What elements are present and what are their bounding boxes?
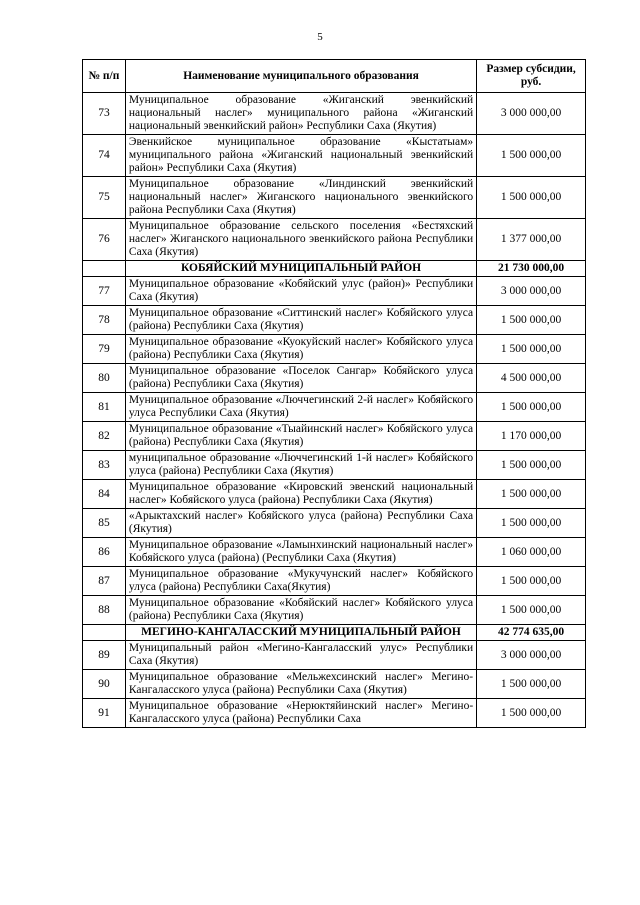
row-name: Муниципальное образование «Поселок Сангар» Кобяйского улуса (района) Республики Саха (Якутия): [125, 364, 476, 393]
table-row: [83, 335, 586, 364]
row-sum: 3 000 000,00: [477, 277, 586, 306]
table-row: [83, 509, 586, 538]
row-sum: 1 500 000,00: [477, 393, 586, 422]
row-name: КОБЯЙСКИЙ МУНИЦИПАЛЬНЫЙ РАЙОН: [125, 261, 476, 277]
row-number: 83: [83, 451, 126, 480]
row-sum: 1 500 000,00: [477, 135, 586, 177]
header-num: № п/п: [83, 60, 126, 93]
table-row: [83, 670, 586, 699]
row-number: 81: [83, 393, 126, 422]
row-number: 84: [83, 480, 126, 509]
row-name: муниципальное образование «Люччегинский 1-й наслег» Кобяйского улуса (района) Республики Саха (Якутия): [125, 451, 476, 480]
header-sum: Размер субсидии, руб.: [477, 60, 586, 93]
table-row: [83, 219, 586, 261]
row-name: «Арыктахский наслег» Кобяйского улуса (района) Республики Саха (Якутия): [125, 509, 476, 538]
row-number: 88: [83, 596, 126, 625]
table-row: [83, 567, 586, 596]
table-row: [83, 93, 586, 135]
table-header-row: [83, 60, 586, 93]
row-number: 87: [83, 567, 126, 596]
row-sum: 3 000 000,00: [477, 93, 586, 135]
table-row: [83, 538, 586, 567]
table-row: [83, 641, 586, 670]
row-number: 85: [83, 509, 126, 538]
row-sum: 1 500 000,00: [477, 670, 586, 699]
row-number: [83, 261, 126, 277]
row-name: Муниципальное образование «Ситтинский наслег» Кобяйского улуса (района) Республики Саха (Якутия): [125, 306, 476, 335]
row-name: МЕГИНО-КАНГАЛАССКИЙ МУНИЦИПАЛЬНЫЙ РАЙОН: [125, 625, 476, 641]
row-number: 80: [83, 364, 126, 393]
row-sum: 1 500 000,00: [477, 335, 586, 364]
row-sum: 1 060 000,00: [477, 538, 586, 567]
table-row: [83, 277, 586, 306]
district-row: [83, 625, 586, 641]
row-name: Муниципальное образование «Куокуйский наслег» Кобяйского улуса (района) Республики Саха (Якутия): [125, 335, 476, 364]
row-sum: 1 500 000,00: [477, 509, 586, 538]
row-name: Муниципальное образование «Мельжехсинский наслег» Мегино-Кангаласского улуса (района) Республики Саха (Якутия): [125, 670, 476, 699]
subsidy-table: [82, 59, 586, 728]
row-sum: 1 500 000,00: [477, 177, 586, 219]
table-row: [83, 596, 586, 625]
table-row: [83, 364, 586, 393]
row-number: 89: [83, 641, 126, 670]
row-number: 90: [83, 670, 126, 699]
row-sum: 1 500 000,00: [477, 567, 586, 596]
row-name: Муниципальное образование «Люччегинский 2-й наслег» Кобяйского улуса Республики Саха (Якутия): [125, 393, 476, 422]
row-sum: 1 170 000,00: [477, 422, 586, 451]
row-name: Муниципальный район «Мегино-Кангаласский улус» Республики Саха (Якутия): [125, 641, 476, 670]
row-number: 75: [83, 177, 126, 219]
row-number: 77: [83, 277, 126, 306]
row-name: Муниципальное образование «Жиганский эвенкийский национальный наслег» муниципального района «Жиганский национальный эвенкийский район» Республики Саха (Якутия): [125, 93, 476, 135]
table-row: [83, 306, 586, 335]
row-number: 76: [83, 219, 126, 261]
row-name: Муниципальное образование «Тыайинский наслег» Кобяйского улуса (района) Республики Саха (Якутия): [125, 422, 476, 451]
row-number: 79: [83, 335, 126, 364]
row-number: 82: [83, 422, 126, 451]
row-name: Муниципальное образование «Кобяйский наслег» Кобяйского улуса (района) Республики Саха (Якутия): [125, 596, 476, 625]
table-row: [83, 135, 586, 177]
row-name: Муниципальное образование «Линдинский эвенкийский национальный наслег» Жиганского национального эвенкийского района Республики Саха (Якутия): [125, 177, 476, 219]
row-name: Муниципальное образование «Ламынхинский национальный наслег» Кобяйского улуса (района) (Республики Саха (Якутия): [125, 538, 476, 567]
row-sum: 1 500 000,00: [477, 451, 586, 480]
table-row: [83, 393, 586, 422]
table-row: [83, 699, 586, 728]
row-sum: 1 500 000,00: [477, 480, 586, 509]
row-name: Муниципальное образование «Нерюктяйинский наслег» Мегино-Кангаласского улуса (района) Республики Саха: [125, 699, 476, 728]
row-name: Муниципальное образование «Мукучунский наслег» Кобяйского улуса (района) Республики Саха(Якутия): [125, 567, 476, 596]
page-number: 5: [317, 31, 323, 43]
table-row: [83, 177, 586, 219]
row-name: Муниципальное образование сельского поселения «Бестяхский наслег» Жиганского национального эвенкийского района Республики Саха (Якутия): [125, 219, 476, 261]
row-number: 86: [83, 538, 126, 567]
table-row: [83, 451, 586, 480]
table-row: [83, 480, 586, 509]
row-sum: 3 000 000,00: [477, 641, 586, 670]
row-name: Муниципальное образование «Кировский эвенский национальный наслег» Кобяйского улуса (района) Республики Саха (Якутия): [125, 480, 476, 509]
row-name: Муниципальное образование «Кобяйский улус (район)» Республики Саха (Якутия): [125, 277, 476, 306]
row-name: Эвенкийское муниципальное образование «Кыстатыам» муниципального района «Жиганский национальный эвенкийский район» Республики Саха (Якутия): [125, 135, 476, 177]
row-sum: 4 500 000,00: [477, 364, 586, 393]
row-sum: 1 500 000,00: [477, 306, 586, 335]
row-number: 78: [83, 306, 126, 335]
row-sum: 21 730 000,00: [477, 261, 586, 277]
header-name: Наименование муниципального образования: [125, 60, 476, 93]
row-number: [83, 625, 126, 641]
table-row: [83, 422, 586, 451]
row-number: 73: [83, 93, 126, 135]
row-sum: 1 500 000,00: [477, 699, 586, 728]
row-number: 74: [83, 135, 126, 177]
row-sum: 1 500 000,00: [477, 596, 586, 625]
row-sum: 1 377 000,00: [477, 219, 586, 261]
row-number: 91: [83, 699, 126, 728]
row-sum: 42 774 635,00: [477, 625, 586, 641]
district-row: [83, 261, 586, 277]
